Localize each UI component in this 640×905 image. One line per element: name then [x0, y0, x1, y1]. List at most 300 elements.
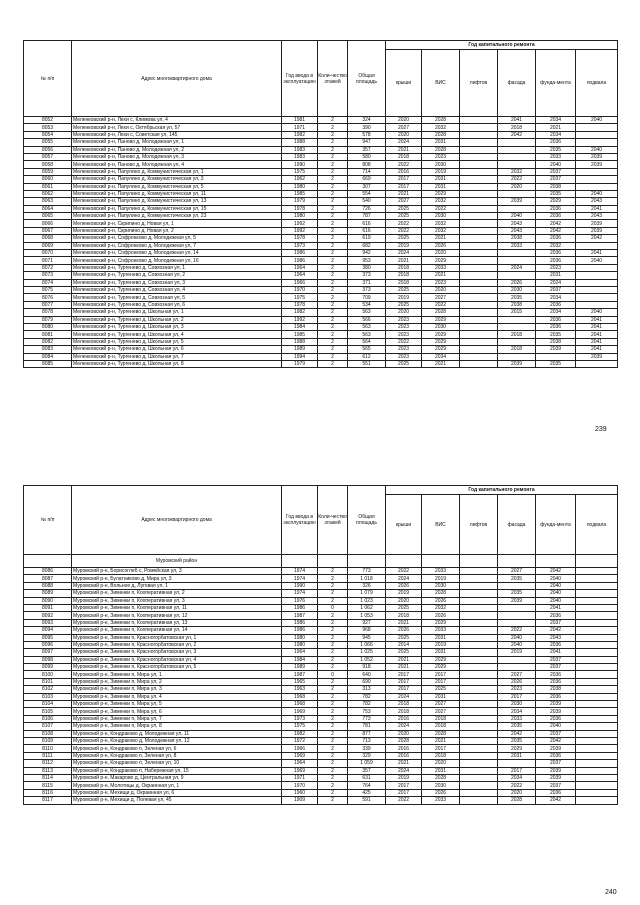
- cell-vis: 2031: [422, 139, 460, 146]
- cell-year: 1909: [282, 797, 318, 804]
- cell-foundation: 2037: [536, 782, 576, 789]
- cell-vis: 2034: [422, 353, 460, 360]
- cell-num: 8067: [24, 227, 72, 234]
- cell-year: 1965: [282, 678, 318, 685]
- cell-roof: 2025: [386, 649, 422, 656]
- table-row: [24, 360, 618, 367]
- cell-area: 782: [348, 693, 386, 700]
- cell-year: 1980: [282, 213, 318, 220]
- cell-address: Муромский р-н, Зименки п, Мира ул, 5: [72, 701, 282, 708]
- cell-vis: 2033: [422, 264, 460, 271]
- table-row: [24, 760, 618, 767]
- cell-foundation: 2035: [536, 190, 576, 197]
- cell-num: 8069: [24, 242, 72, 249]
- cell-lifts: [460, 264, 498, 271]
- header-foundation: фунда-мента: [536, 50, 576, 117]
- cell-num: 8059: [24, 168, 72, 175]
- cell-floors: 2: [318, 346, 348, 353]
- cell-lifts: [460, 797, 498, 804]
- cell-year: 1974: [282, 590, 318, 597]
- cell-floors: 2: [318, 619, 348, 626]
- cell-address: Меленковский р-н, Софронково д, Молодежная ул, 5: [72, 235, 282, 242]
- cell-num: 8108: [24, 730, 72, 737]
- header-num: № п/п: [24, 486, 72, 555]
- cell-foundation: 2036: [536, 693, 576, 700]
- table-row: [24, 730, 618, 737]
- cell-floors: 2: [318, 161, 348, 168]
- cell-address: Меленковский р-н, Тургенево д, Школьная ул, 2: [72, 316, 282, 323]
- cell-floors: 2: [318, 117, 348, 124]
- cell-facade: 2034: [498, 774, 536, 781]
- page-number-240: 240: [605, 889, 617, 896]
- cell-vis: 2029: [422, 346, 460, 353]
- cell-basement: [576, 671, 618, 678]
- cell-foundation: 2043: [536, 634, 576, 641]
- cell-num: 8094: [24, 627, 72, 634]
- cell-address: Меленковский р-н, Папулино д, Коммунистическая ул, 5: [72, 183, 282, 190]
- cell-area: 773: [348, 715, 386, 722]
- cell-vis: 2018: [422, 723, 460, 730]
- cell-lifts: [460, 634, 498, 641]
- cell-address: Меленковский р-н, Скрипино д, Новая ул, 2: [72, 227, 282, 234]
- table-row: [24, 161, 618, 168]
- header-roof: крыши: [386, 50, 422, 117]
- cell-basement: 2041: [576, 205, 618, 212]
- cell-lifts: [460, 146, 498, 153]
- cell-area: 619: [348, 235, 386, 242]
- cell-roof: 2020: [386, 117, 422, 124]
- table-row: [24, 316, 618, 323]
- cell-vis: 2020: [422, 286, 460, 293]
- table-row: [24, 279, 618, 286]
- cell-basement: [576, 730, 618, 737]
- cell-address: Муромский р-н, Зименки п, Мира ул, 4: [72, 693, 282, 700]
- cell-floors: 2: [318, 190, 348, 197]
- cell-floors: 2: [318, 656, 348, 663]
- cell-address: Муромский р-н, Макарово д, Центральная ул, 9: [72, 774, 282, 781]
- cell-basement: [576, 737, 618, 744]
- cell-facade: 2038: [498, 235, 536, 242]
- cell-floors: 2: [318, 612, 348, 619]
- cell-lifts: [460, 568, 498, 575]
- cell-basement: [576, 582, 618, 589]
- cell-floors: 2: [318, 737, 348, 744]
- cell-area: 726: [348, 205, 386, 212]
- table-row: [24, 774, 618, 781]
- cell-num: 8055: [24, 139, 72, 146]
- cell-roof: 2024: [386, 139, 422, 146]
- cell-facade: 2026: [498, 279, 536, 286]
- cell-floors: 2: [318, 331, 348, 338]
- cell-floors: 0: [318, 604, 348, 611]
- cell-foundation: 2039: [536, 708, 576, 715]
- cell-basement: 2040: [576, 257, 618, 264]
- register-table-240: [23, 485, 618, 805]
- table-row: [24, 235, 618, 242]
- cell-lifts: [460, 789, 498, 796]
- cell-area: 947: [348, 139, 386, 146]
- cell-num: 8093: [24, 619, 72, 626]
- cell-area: 551: [348, 360, 386, 367]
- cell-lifts: [460, 715, 498, 722]
- table-row: [24, 745, 618, 752]
- cell-basement: 2041: [576, 250, 618, 257]
- cell-floors: 2: [318, 730, 348, 737]
- cell-floors: 2: [318, 257, 348, 264]
- cell-num: 8104: [24, 701, 72, 708]
- cell-num: 8082: [24, 338, 72, 345]
- cell-lifts: [460, 760, 498, 767]
- cell-address: Муромский р-н, Кондраково д, Молодежная ул, 11: [72, 730, 282, 737]
- cell-facade: [498, 664, 536, 671]
- cell-area: 380: [348, 264, 386, 271]
- cell-address: Муромский р-н, Зименки п, Красногорбатовская ул, 4: [72, 656, 282, 663]
- cell-address: Меленковский р-н, Папулино д, Коммунистическая ул, 15: [72, 205, 282, 212]
- cell-vis: 2029: [422, 257, 460, 264]
- cell-area: 631: [348, 774, 386, 781]
- cell-num: 8106: [24, 715, 72, 722]
- cell-num: 8083: [24, 346, 72, 353]
- table-row: [24, 250, 618, 257]
- cell-num: 8072: [24, 264, 72, 271]
- cell-address: Муромский р-н, Зименки п, Кооперативная ул, 13: [72, 619, 282, 626]
- cell-vis: 2031: [422, 176, 460, 183]
- cell-area: 612: [348, 353, 386, 360]
- cell-roof: 2017: [386, 782, 422, 789]
- table-row: [24, 737, 618, 744]
- cell-roof: 2019: [386, 242, 422, 249]
- cell-area: 616: [348, 220, 386, 227]
- cell-area: 563: [348, 323, 386, 330]
- cell-area: 371: [348, 279, 386, 286]
- cell-foundation: 2038: [536, 686, 576, 693]
- cell-vis: 2029: [422, 331, 460, 338]
- cell-lifts: [460, 782, 498, 789]
- table-row: [24, 338, 618, 345]
- table-row: [24, 198, 618, 205]
- cell-basement: [576, 797, 618, 804]
- cell-roof: 2018: [386, 612, 422, 619]
- cell-lifts: [460, 176, 498, 183]
- cell-lifts: [460, 286, 498, 293]
- cell-address: Муромский р-н, Зименки п, Кооперативная ул, 3: [72, 597, 282, 604]
- cell-address: Меленковский р-н, Папулино д, Коммунистическая ул, 3: [72, 176, 282, 183]
- cell-lifts: [460, 242, 498, 249]
- cell-year: 1988: [282, 139, 318, 146]
- cell-vis: 2029: [422, 619, 460, 626]
- cell-roof: 2018: [386, 701, 422, 708]
- cell-floors: 2: [318, 316, 348, 323]
- cell-floors: 2: [318, 634, 348, 641]
- cell-lifts: [460, 701, 498, 708]
- cell-address: Меленковский р-н, Тургенево д, Школьная ул, 6: [72, 346, 282, 353]
- cell-floors: 2: [318, 146, 348, 153]
- cell-roof: 2022: [386, 797, 422, 804]
- table-row: [24, 257, 618, 264]
- cell-facade: 2027: [498, 568, 536, 575]
- cell-foundation: 2040: [536, 590, 576, 597]
- cell-floors: 2: [318, 272, 348, 279]
- cell-area: 373: [348, 272, 386, 279]
- table-row: [24, 183, 618, 190]
- cell-facade: [498, 619, 536, 626]
- cell-lifts: [460, 235, 498, 242]
- cell-address: Меленковский р-н, Паново д, Молодежная ул, 1: [72, 139, 282, 146]
- cell-address: Муромский р-н, Зименки п, Красногорбатовская ул, 1: [72, 634, 282, 641]
- cell-lifts: [460, 671, 498, 678]
- cell-roof: 2014: [386, 641, 422, 648]
- cell-year: 1988: [282, 338, 318, 345]
- cell-area: 1 059: [348, 760, 386, 767]
- cell-year: 1969: [282, 708, 318, 715]
- cell-year: 1966: [282, 745, 318, 752]
- cell-basement: [576, 286, 618, 293]
- cell-area: 307: [348, 183, 386, 190]
- cell-foundation: 2034: [536, 131, 576, 138]
- table-row: [24, 678, 618, 685]
- cell-lifts: [460, 604, 498, 611]
- cell-facade: 2035: [498, 294, 536, 301]
- cell-address: Муромский р-н, Зименки п, Кооперативная ул, 14: [72, 627, 282, 634]
- cell-floors: 2: [318, 176, 348, 183]
- cell-facade: [498, 257, 536, 264]
- cell-num: 8109: [24, 737, 72, 744]
- cell-year: 1975: [282, 294, 318, 301]
- cell-roof: 2021: [386, 257, 422, 264]
- cell-foundation: 2037: [536, 168, 576, 175]
- cell-area: 669: [348, 176, 386, 183]
- cell-foundation: 2041: [536, 649, 576, 656]
- cell-foundation: 2038: [536, 183, 576, 190]
- cell-year: 1970: [282, 782, 318, 789]
- cell-floors: 2: [318, 782, 348, 789]
- cell-num: 8062: [24, 190, 72, 197]
- table-row: [24, 782, 618, 789]
- table-row: [24, 575, 618, 582]
- table-row: [24, 590, 618, 597]
- cell-foundation: 2032: [536, 242, 576, 249]
- cell-basement: [576, 686, 618, 693]
- cell-num: 8110: [24, 745, 72, 752]
- table-row: [24, 331, 618, 338]
- cell-address: Меленковский р-н, Тургенево д, Школьная ул, 4: [72, 331, 282, 338]
- cell-vis: 2033: [422, 627, 460, 634]
- cell-lifts: [460, 730, 498, 737]
- cell-address: Меленковский р-н, Папулино д, Коммунистическая ул, 13: [72, 198, 282, 205]
- cell-facade: 2033: [498, 715, 536, 722]
- cell-address: Муромский р-н, Зименки п, Красногорбатовская ул, 2: [72, 641, 282, 648]
- cell-vis: 2029: [422, 656, 460, 663]
- cell-area: 339: [348, 745, 386, 752]
- cell-foundation: 2034: [536, 309, 576, 316]
- cell-facade: 2027: [498, 671, 536, 678]
- cell-lifts: [460, 279, 498, 286]
- cell-basement: 2043: [576, 198, 618, 205]
- table-row: [24, 346, 618, 353]
- register-rows-240: [24, 555, 618, 805]
- cell-year: 1979: [282, 360, 318, 367]
- cell-vis: 2020: [422, 760, 460, 767]
- cell-vis: 2030: [422, 582, 460, 589]
- cell-roof: 2018: [386, 272, 422, 279]
- cell-facade: [498, 153, 536, 160]
- table-row: [24, 124, 618, 131]
- cell-foundation: 2034: [536, 294, 576, 301]
- table-row: [24, 671, 618, 678]
- cell-floors: 2: [318, 582, 348, 589]
- cell-num: 8100: [24, 671, 72, 678]
- cell-roof: 2020: [386, 730, 422, 737]
- cell-foundation: 2039: [536, 701, 576, 708]
- cell-roof: 2025: [386, 360, 422, 367]
- header-repair-group: Год капитального ремонта: [386, 41, 618, 50]
- cell-address: Меленковский р-н, Тургенево д, Совхозная ул, 1: [72, 264, 282, 271]
- cell-roof: 2023: [386, 353, 422, 360]
- cell-facade: 2035: [498, 723, 536, 730]
- cell-basement: [576, 627, 618, 634]
- cell-basement: [576, 264, 618, 271]
- table-row: [24, 656, 618, 663]
- cell-year: 1963: [282, 686, 318, 693]
- cell-basement: [576, 360, 618, 367]
- cell-lifts: [460, 205, 498, 212]
- cell-address: Меленковский р-н, Лехи с, Советская ул, 145: [72, 131, 282, 138]
- cell-area: 787: [348, 213, 386, 220]
- cell-area: 781: [348, 723, 386, 730]
- cell-basement: [576, 634, 618, 641]
- cell-vis: 2027: [422, 701, 460, 708]
- table-row: [24, 604, 618, 611]
- table-row: [24, 797, 618, 804]
- header-floors: Коли-чество этажей: [318, 41, 348, 117]
- cell-num: 8091: [24, 604, 72, 611]
- cell-vis: 2032: [422, 198, 460, 205]
- cell-vis: 2017: [422, 678, 460, 685]
- cell-foundation: 2041: [536, 604, 576, 611]
- cell-roof: 2016: [386, 752, 422, 759]
- cell-basement: 2039: [576, 353, 618, 360]
- table-row: [24, 619, 618, 626]
- cell-floors: 2: [318, 242, 348, 249]
- cell-vis: 2021: [422, 272, 460, 279]
- cell-facade: 2031: [498, 752, 536, 759]
- cell-foundation: 2037: [536, 656, 576, 663]
- cell-area: 540: [348, 198, 386, 205]
- cell-basement: [576, 752, 618, 759]
- cell-facade: [498, 146, 536, 153]
- cell-lifts: [460, 641, 498, 648]
- table-row: [24, 649, 618, 656]
- cell-num: 8102: [24, 686, 72, 693]
- cell-year: 1980: [282, 183, 318, 190]
- cell-roof: 2017: [386, 176, 422, 183]
- cell-floors: 2: [318, 323, 348, 330]
- cell-floors: 2: [318, 301, 348, 308]
- cell-area: 773: [348, 568, 386, 575]
- cell-vis: 2031: [422, 183, 460, 190]
- table-row: [24, 220, 618, 227]
- cell-basement: [576, 619, 618, 626]
- cell-area: 326: [348, 582, 386, 589]
- cell-roof: 2018: [386, 708, 422, 715]
- cell-roof: 2022: [386, 227, 422, 234]
- cell-basement: 2040: [576, 117, 618, 124]
- cell-floors: 2: [318, 627, 348, 634]
- cell-basement: 2040: [576, 190, 618, 197]
- cell-address: Меленковский р-н, Паново д, Молодежная ул, 3: [72, 153, 282, 160]
- cell-address: Меленковский р-н, Лехи с, Климова ул, 4: [72, 117, 282, 124]
- cell-vis: 2033: [422, 797, 460, 804]
- cell-address: Муромский р-н, Кондраково д, Молодежная ул, 12: [72, 737, 282, 744]
- cell-area: 918: [348, 664, 386, 671]
- cell-basement: [576, 139, 618, 146]
- cell-num: 8092: [24, 612, 72, 619]
- cell-facade: 2015: [498, 309, 536, 316]
- cell-basement: [576, 767, 618, 774]
- cell-lifts: [460, 693, 498, 700]
- cell-num: 8115: [24, 782, 72, 789]
- cell-foundation: 2039: [536, 774, 576, 781]
- cell-roof: 2020: [386, 131, 422, 138]
- cell-foundation: 2042: [536, 220, 576, 227]
- cell-address: Меленковский р-н, Тургенево д, Совхозная ул, 5: [72, 294, 282, 301]
- cell-roof: 2024: [386, 767, 422, 774]
- cell-address: Меленковский р-н, Софронково д, Молодежная ул, 7: [72, 242, 282, 249]
- cell-foundation: [536, 353, 576, 360]
- cell-facade: 2041: [498, 117, 536, 124]
- cell-basement: 2040: [576, 309, 618, 316]
- cell-roof: 2026: [386, 582, 422, 589]
- table-row: [24, 582, 618, 589]
- cell-vis: 2032: [422, 220, 460, 227]
- cell-foundation: 2035: [536, 331, 576, 338]
- cell-address: Муромский р-н, Зименки п, Мира ул, 2: [72, 678, 282, 685]
- cell-area: 313: [348, 686, 386, 693]
- cell-year: 1962: [282, 176, 318, 183]
- cell-lifts: [460, 627, 498, 634]
- table-row: [24, 139, 618, 146]
- cell-year: 1992: [282, 227, 318, 234]
- cell-roof: 2026: [386, 627, 422, 634]
- cell-area: 640: [348, 671, 386, 678]
- cell-address: Муромский р-н, Зименки п, Мира ул, 1: [72, 671, 282, 678]
- cell-vis: 2028: [422, 590, 460, 597]
- table-row: [24, 264, 618, 271]
- cell-roof: 2021: [386, 664, 422, 671]
- cell-vis: 2021: [422, 360, 460, 367]
- cell-area: 782: [348, 701, 386, 708]
- cell-floors: 2: [318, 789, 348, 796]
- cell-floors: 2: [318, 641, 348, 648]
- cell-year: 1974: [282, 568, 318, 575]
- cell-num: 8068: [24, 235, 72, 242]
- header-area: Общая площадь: [348, 486, 386, 555]
- cell-foundation: 2036: [536, 235, 576, 242]
- cell-vis: 2030: [422, 323, 460, 330]
- cell-num: 8111: [24, 752, 72, 759]
- cell-vis: 2029: [422, 316, 460, 323]
- cell-year: 1980: [282, 634, 318, 641]
- cell-num: 8078: [24, 309, 72, 316]
- cell-basement: [576, 124, 618, 131]
- cell-year: 1978: [282, 235, 318, 242]
- cell-year: 1984: [282, 323, 318, 330]
- cell-vis: 2031: [422, 767, 460, 774]
- cell-area: 578: [348, 131, 386, 138]
- cell-foundation: 2040: [536, 597, 576, 604]
- table-row: [24, 641, 618, 648]
- cell-foundation: 2042: [536, 737, 576, 744]
